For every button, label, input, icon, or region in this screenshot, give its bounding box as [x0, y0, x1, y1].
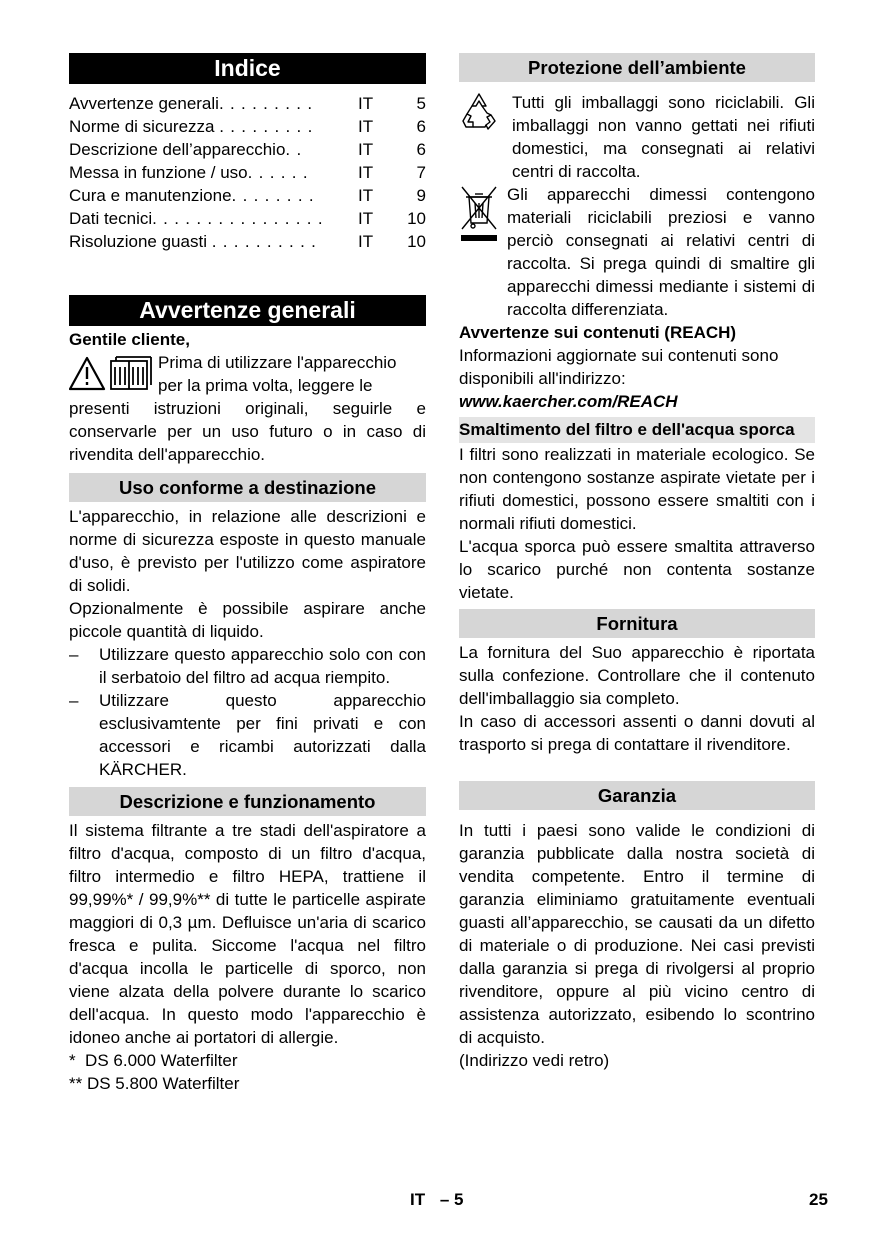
weee-block: [459, 183, 815, 321]
footer-section-page: – 5: [439, 1190, 464, 1209]
intro-text: presenti istruzioni originali, seguirle e conservarle per un uso futuro o in caso di rivendita dell'apparecchio.: [69, 399, 426, 464]
footnote-2: ** DS 5.800 Waterfilter: [69, 1074, 240, 1093]
description-title: Descrizione e funzionamento: [69, 787, 426, 816]
reach-link[interactable]: www.kaercher.com/REACH: [459, 392, 678, 411]
left-column: [69, 53, 426, 1095]
manual-book-icon: [111, 357, 151, 389]
warranty-para-2: (Indirizzo vedi retro): [459, 1051, 610, 1070]
footer-section: [410, 1188, 463, 1211]
environment-title: Protezione dell’ambiente: [459, 53, 815, 82]
page-number: 25: [809, 1190, 828, 1209]
supply-para-1: La fornitura del Suo apparecchio è riportata sulla confezione. Controllare che il contenuto dell'imballaggio sia completo.: [459, 643, 815, 708]
crossed-bin-icon: [459, 185, 499, 245]
toc-title: Indice: [69, 53, 426, 84]
intro-icons: [69, 355, 153, 395]
greeting: Gentile cliente,: [69, 330, 190, 349]
intended-use-para-1: L'apparecchio, in relazione alle descrizioni e norme di sicurezza esposte in questo manuale d'uso, è previsto per l'utilizzo come aspiratore di solidi.: [69, 507, 426, 595]
recycle-block: [459, 91, 815, 183]
toc-entry[interactable]: Cura e manutenzione . . . . . . . . IT 9: [69, 186, 426, 205]
toc-entry[interactable]: Messa in funzione / uso . . . . . . IT 7: [69, 163, 426, 182]
reach-text: Informazioni aggiornate sui contenuti sono disponibili all'indirizzo:: [459, 346, 779, 388]
toc-entry[interactable]: Avvertenze generali . . . . . . . . . IT 5: [69, 94, 426, 113]
footnote-1: * DS 6.000 Waterfilter: [69, 1051, 238, 1070]
disposal-title: Smaltimento del filtro e dell'acqua sporca: [459, 417, 815, 443]
intro-block: [69, 351, 426, 466]
list-item: – Utilizzare questo apparecchio esclusivamtente per fini privati e con accessori e ricambi autorizzati dalla KÄRCHER.: [69, 691, 426, 779]
warranty-title: Garanzia: [459, 781, 815, 810]
disposal-para-1: I filtri sono realizzati in materiale ecologico. Se non contengono sostanze aspirate vietate per i rifiuti domestici, possono essere smaltiti con i normali rifiuti domestici.: [459, 445, 815, 533]
footer-section-code: IT: [410, 1190, 426, 1209]
intro-line-2: per la prima volta, leggere le: [158, 376, 373, 395]
supply-title: Fornitura: [459, 609, 815, 638]
supply-para-2: In caso di accessori assenti o danni dovuti al trasporto si prega di contattare il rivenditore.: [459, 712, 815, 754]
list-item: – Utilizzare questo apparecchio solo con con il serbatoio del filtro ad acqua riempito.: [69, 645, 426, 687]
warranty-para-1: In tutti i paesi sono valide le condizioni di garanzia pubblicate dalla nostra società di vendita competente. Entro il termine di garanzia eliminiamo gratuitamente eventuali guasti all’apparecchio, se causati da un difetto di materiale o di produzione. Nei casi previsti dalla garanzia si prega di rivolgersi al proprio rivenditore, oppure al più vicino centro di assistenza autorizzato, esibendo lo scontrino di acquisto.: [459, 821, 815, 1047]
recycle-text: Tutti gli imballaggi sono riciclabili. Gli imballaggi non vanno gettati nei rifiuti domestici, ma consegnati ai relativi centri di raccolta.: [512, 93, 815, 181]
weee-text: Gli apparecchi dimessi contengono materiali riciclabili preziosi e vanno perciò consegnati ai relativi centri di raccolta. Si prega quindi di smaltire gli apparecchi dimessi mediante i sistemi di raccolta differenziata.: [507, 185, 815, 319]
disposal-para-2: L'acqua sporca può essere smaltita attraverso lo scarico purché non contenta sostanze vietate.: [459, 537, 815, 602]
recycle-icon-wrap: [459, 91, 511, 183]
toc-entry[interactable]: Norme di sicurezza . . . . . . . . . IT 6: [69, 117, 426, 136]
warning-icon: [70, 358, 104, 389]
toc-entry[interactable]: Dati tecnici . . . . . . . . . . . . . . . . IT 10: [69, 209, 426, 228]
toc-entry[interactable]: Risoluzione guasti . . . . . . . . . . IT 10: [69, 232, 426, 251]
toc-entry[interactable]: Descrizione dell’apparecchio . . IT 6: [69, 140, 426, 159]
reach-title: Avvertenze sui contenuti (REACH): [459, 323, 737, 342]
intended-use-para-2: Opzionalmente è possibile aspirare anche piccole quantità di liquido.: [69, 599, 426, 641]
intro-line-1: Prima di utilizzare l'apparecchio: [158, 353, 397, 372]
recycle-icon: [459, 91, 499, 131]
general-warnings-title: Avvertenze generali: [69, 295, 426, 326]
weee-icon-wrap: [459, 183, 507, 321]
warning-manual-icons: [69, 355, 153, 393]
toc-list: [69, 92, 426, 253]
description-text: Il sistema filtrante a tre stadi dell'aspiratore a filtro d'acqua, composto di un filtro d'acqua, filtro intermedio e filtro HEPA, trattiene il 99,99%* / 99,9%** di tutte le particelle aspirate maggiori di 0,3 µm. Defluisce un'aria di scarico fresca e pulita. Siccome l'acqua nel filtro d'acqua incolla le particelle di sporco, non viene alzata della polvere durante lo scarico dell'acqua. In questo modo l'apparecchio è idoneo anche ai portatori di allergie.: [69, 821, 426, 1047]
intended-use-title: Uso conforme a destinazione: [69, 473, 426, 502]
right-column: [459, 53, 815, 1072]
